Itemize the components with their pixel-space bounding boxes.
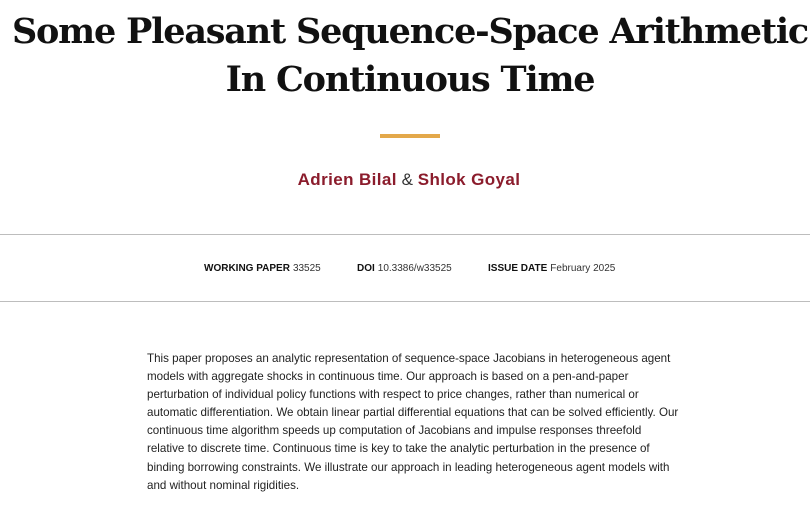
author-link-adrien-bilal[interactable]: Adrien Bilal	[297, 170, 397, 189]
issue-date	[488, 262, 615, 275]
title-accent-rule	[380, 134, 440, 138]
issue-date-label: ISSUE DATE	[488, 263, 548, 274]
working-paper-label: WORKING PAPER	[204, 263, 290, 274]
author-link-shlok-goyal[interactable]: Shlok Goyal	[417, 170, 521, 189]
working-paper-number	[204, 262, 321, 275]
author-separator: &	[401, 170, 413, 189]
abstract-text: This paper proposes an analytic representation of sequence-space Jacobians in heterogeneous agent models with aggregate shocks in continuous time. Our approach is based on a pen-and-paper perturbation of individual policy functions with respect to price changes, rather than numerical or automatic differentiation. We obtain linear partial differential equations that can be solved efficiently. Our continuous time algorithm speeds up computation of Jacobians and impulse responses threefold relative to discrete time. Continuous time is key to take the analytic perturbation in the presence of binding borrowing constraints. We illustrate our approach in leading heterogeneous agent models with and without nominal rigidities.	[147, 352, 679, 492]
doi-value: 10.3386/w33525	[377, 263, 452, 274]
paper-title: Some Pleasant Sequence-Space Arithmetic In Continuous Time	[11, 11, 809, 100]
author-list	[0, 168, 810, 192]
working-paper-value: 33525	[292, 263, 321, 274]
issue-date-value: February 2025	[550, 263, 616, 274]
doi	[357, 262, 452, 275]
doi-label: DOI	[357, 263, 375, 274]
paper-metadata-bar	[0, 234, 810, 302]
